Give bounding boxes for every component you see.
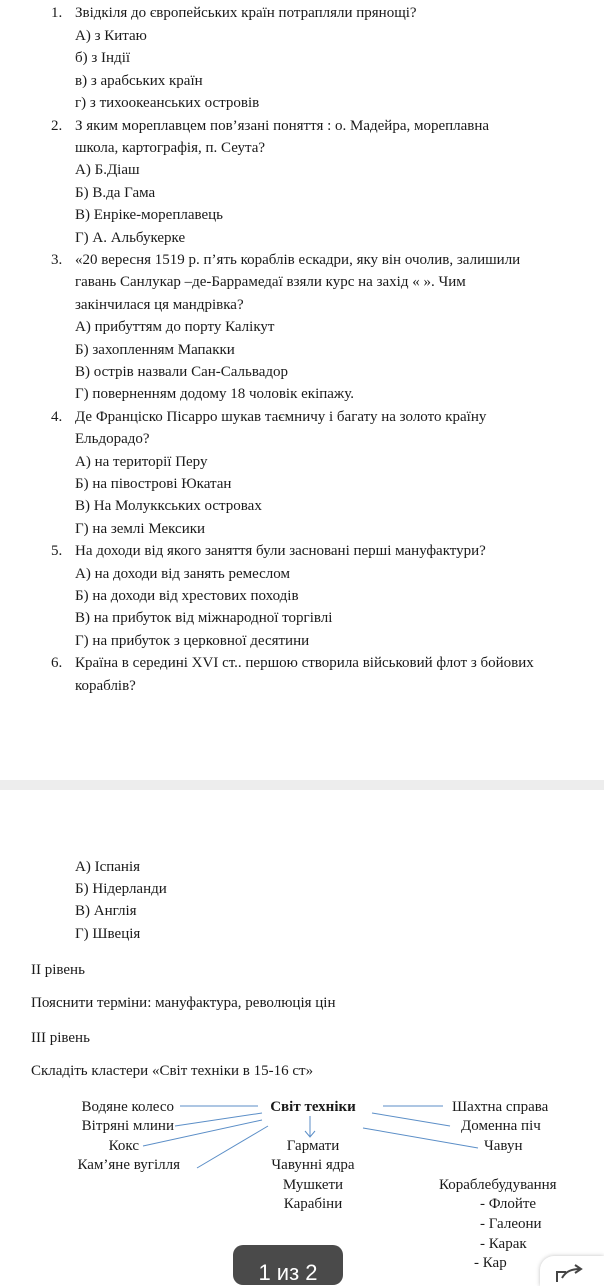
- cluster-node-shipbuilding: Кораблебудування: [439, 1177, 557, 1193]
- question-text: кораблів?: [75, 678, 136, 694]
- cluster-node: Кокс: [108, 1138, 139, 1154]
- answer-option: Г) Швеція: [75, 926, 141, 942]
- cluster-subitem: - Галеони: [480, 1216, 542, 1232]
- question-text: На доходи від якого заняття були засновані перші мануфактури?: [75, 543, 486, 559]
- answer-option: А) на доходи від занять ремеслом: [75, 566, 290, 582]
- level-2-heading: ІІ рівень: [31, 962, 85, 978]
- cluster-node: Гармати: [286, 1138, 340, 1154]
- answer-option: г) з тихоокеанських островів: [75, 95, 260, 111]
- answer-option: Г) на прибуток з церковної десятини: [75, 633, 310, 649]
- answer-option: В) На Молуккських островах: [75, 498, 262, 514]
- cluster-node: Карабіни: [283, 1196, 343, 1212]
- answer-option: Г) поверненням додому 18 чоловік екіпажу.: [75, 386, 355, 402]
- answer-option: Г) А. Альбукерке: [75, 230, 186, 246]
- answer-option: В) острів назвали Сан-Сальвадор: [75, 364, 289, 380]
- question-text: закінчилася ця мандрівка?: [75, 297, 244, 313]
- answer-option: А) Б.Діаш: [75, 162, 140, 178]
- answer-option: Б) В.да Гама: [75, 185, 156, 201]
- question-text: школа, картографія, п. Сеута?: [75, 140, 266, 156]
- question-number: 4.: [51, 409, 63, 425]
- cluster-node: Водяне колесо: [81, 1099, 174, 1115]
- share-icon: [554, 1264, 584, 1284]
- cluster-node: Шахтна справа: [452, 1099, 549, 1115]
- question-text: гавань Санлукар –де-Баррамедаї взяли курс на захід « ». Чим: [75, 274, 466, 290]
- question-text: Країна в середині XVI ст.. першою створила військовий флот з бойових: [75, 655, 534, 671]
- cluster-node: Кам’яне вугілля: [77, 1157, 180, 1173]
- cluster-node: Вітряні млини: [81, 1118, 174, 1134]
- answer-option: Б) захопленням Мапакки: [75, 342, 235, 358]
- answer-option: В) Англія: [75, 903, 137, 919]
- level-3-heading: ІІІ рівень: [31, 1030, 90, 1046]
- page-indicator[interactable]: 1 из 2: [233, 1245, 343, 1285]
- share-button[interactable]: [540, 1256, 604, 1286]
- answer-option: В) на прибуток від міжнародної торгівлі: [75, 610, 333, 626]
- question-text: Де Франціско Пісарро шукав таємничу і багату на золото країну: [75, 409, 487, 425]
- question-text: Звідкіля до європейських країн потрапляли прянощі?: [75, 5, 417, 21]
- cluster-center: Світ техніки: [270, 1099, 356, 1115]
- answer-option: А) з Китаю: [75, 28, 147, 44]
- level-2-task: Пояснити терміни: мануфактура, революція цін: [31, 995, 336, 1011]
- level-3-task: Складіть кластери «Світ техніки в 15-16 ст»: [31, 1063, 314, 1079]
- answer-option: В) Енріке-мореплавець: [75, 207, 224, 223]
- cluster-node: Доменна піч: [461, 1118, 541, 1134]
- question-number: 5.: [51, 543, 63, 559]
- question-number: 3.: [51, 252, 63, 268]
- answer-option: А) прибуттям до порту Калікут: [75, 319, 275, 335]
- question-text: Ельдорадо?: [75, 431, 150, 447]
- question-number: 2.: [51, 118, 63, 134]
- cluster-subitem: - Карак: [480, 1236, 527, 1252]
- cluster-subitem: - Кар: [474, 1255, 507, 1271]
- answer-option: А) на території Перу: [75, 454, 208, 470]
- answer-option: б) з Індії: [75, 50, 131, 66]
- question-number: 1.: [51, 5, 63, 21]
- answer-option: Б) на доходи від хрестових походів: [75, 588, 299, 604]
- answer-option: Г) на землі Мексики: [75, 521, 206, 537]
- cluster-subitem: - Флойте: [480, 1196, 537, 1212]
- cluster-node: Чавунні ядра: [271, 1157, 355, 1173]
- answer-option: Б) Нідерланди: [75, 881, 167, 897]
- answer-option: Б) на півострові Юкатан: [75, 476, 232, 492]
- answer-option: в) з арабських країн: [75, 73, 203, 89]
- question-text: «20 вересня 1519 р. п’ять кораблів ескадри, яку він очолив, залишили: [75, 252, 521, 268]
- question-text: З яким мореплавцем пов’язані поняття : о. Мадейра, мореплавна: [75, 118, 490, 134]
- answer-option: А) Іспанія: [75, 859, 141, 875]
- cluster-node: Чавун: [484, 1138, 523, 1154]
- cluster-node: Мушкети: [282, 1177, 344, 1193]
- question-number: 6.: [51, 655, 63, 671]
